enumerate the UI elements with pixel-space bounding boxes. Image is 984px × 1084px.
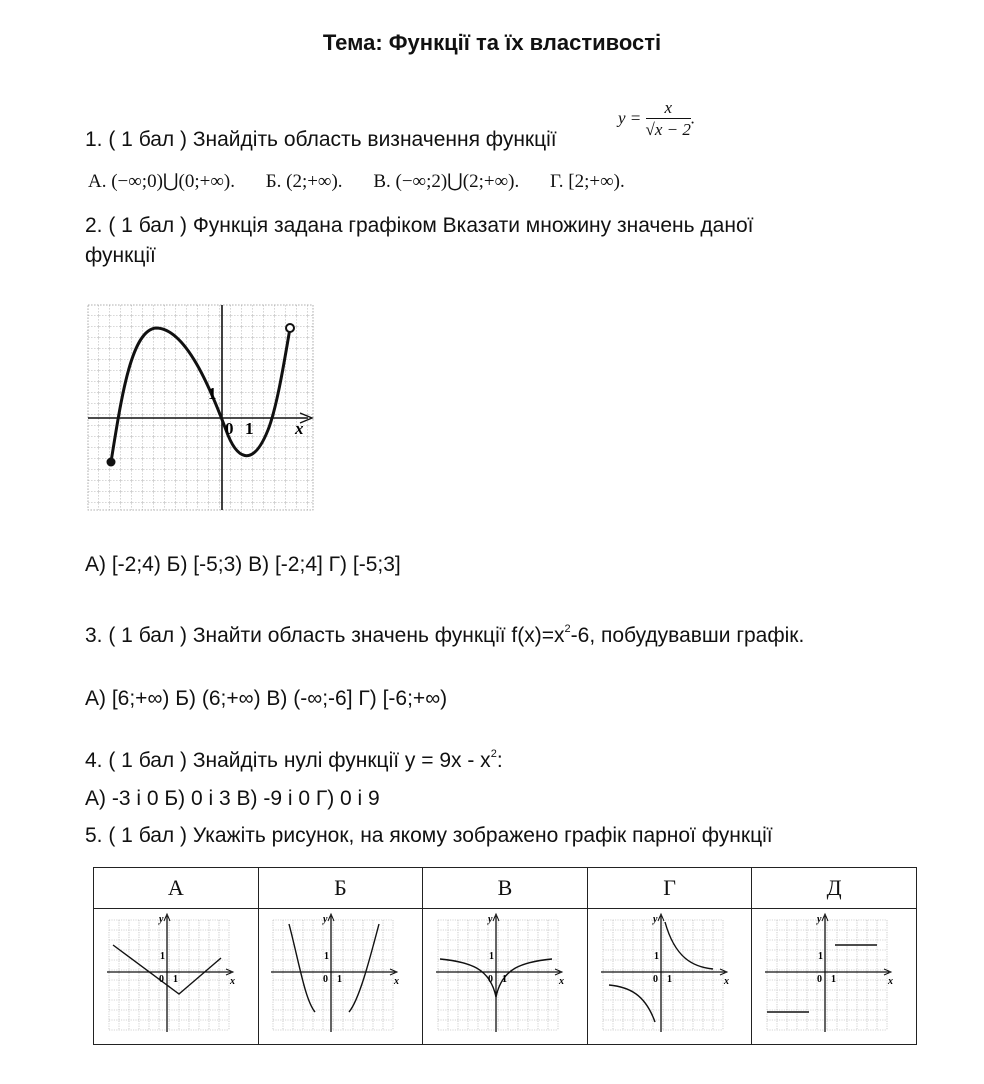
mini-label-one-y: 1 — [488, 950, 494, 962]
figure-b — [265, 912, 415, 1037]
label-one-y: 1 — [208, 384, 217, 403]
mini-label-zero: 0 — [158, 973, 164, 985]
question-3-exponent: 2 — [564, 623, 571, 635]
mini-curve — [665, 922, 713, 969]
question-5-text: 5. ( 1 бал ) Укажіть рисунок, на якому зображено графік парної функції — [85, 824, 773, 847]
question-2-line2: функції — [85, 244, 156, 267]
mini-label-one-x: 1 — [666, 973, 672, 985]
mini-grid — [109, 920, 229, 1030]
mini-label-y: y — [817, 913, 822, 925]
question-4-text — [85, 749, 503, 773]
mini-label-one-x: 1 — [831, 973, 837, 985]
question-2-answers: А) [-2;4) Б) [-5;3) В) [-2;4] Г) [-5;3] — [85, 553, 401, 576]
mini-label-y: y — [487, 913, 493, 925]
mini-grid — [603, 920, 723, 1030]
question-5-figure-table — [93, 867, 917, 1045]
mini-label-x: x — [394, 975, 400, 987]
question-3-text-a: 3. ( 1 бал ) Знайти область значень функції f(x)=x — [85, 624, 565, 647]
option-b: Б. (2;+∞). — [265, 171, 343, 192]
mini-label-one-y: 1 — [818, 950, 824, 962]
label-one-x: 1 — [245, 419, 254, 438]
mini-label-zero: 0 — [323, 973, 329, 985]
option-c: В. (−∞;2)⋃(2;+∞). — [373, 171, 520, 192]
question-3-answers: А) [6;+∞) Б) (6;+∞) В) (-∞;-6] Г) [-6;+∞) — [85, 687, 448, 710]
column-header-d: Д — [752, 868, 917, 909]
question-4-text-a: 4. ( 1 бал ) Знайдіть нулі функції y = 9x - x — [85, 749, 491, 772]
label-x: x — [295, 419, 304, 438]
question-4-text-b: : — [496, 749, 503, 772]
mini-label-x: x — [888, 975, 894, 987]
mini-label-y: y — [652, 913, 658, 925]
mini-label-zero: 0 — [487, 973, 493, 985]
mini-label-x: x — [558, 975, 564, 987]
figure-d-cell — [752, 909, 917, 1045]
mini-label-y: y — [158, 913, 164, 925]
mini-curve — [609, 985, 655, 1022]
mini-label-y: y — [323, 913, 328, 925]
option-a: А. (−∞;0)⋃(0;+∞). — [88, 171, 235, 192]
mini-label-x: x — [723, 975, 729, 987]
figure-a-cell — [94, 909, 259, 1045]
formula-numerator: x — [646, 98, 691, 119]
question-1-text: 1. ( 1 бал ) Знайдіть область визначення функції — [85, 128, 557, 151]
figure-a — [101, 912, 251, 1037]
formula-fraction — [646, 98, 691, 141]
figure-v-cell — [423, 909, 588, 1045]
closed-endpoint — [107, 458, 116, 467]
mini-label-x: x — [229, 975, 235, 987]
formula-denominator: √x − 2 — [645, 120, 691, 139]
figure-g — [595, 912, 745, 1037]
mini-label-one-y: 1 — [159, 950, 165, 962]
column-header-a: А — [94, 868, 259, 909]
mini-label-one-x: 1 — [337, 973, 343, 985]
mini-label-zero: 0 — [652, 973, 658, 985]
option-d: Г. [2;+∞). — [549, 171, 625, 192]
figure-g-cell — [587, 909, 752, 1045]
question-1-formula — [618, 98, 695, 141]
question-3-text-b: -6, побудувавши графік. — [570, 624, 805, 647]
mini-grid — [438, 920, 558, 1030]
mini-grid — [767, 920, 887, 1030]
column-header-b: Б — [258, 868, 423, 909]
figure-d — [759, 912, 909, 1037]
column-header-v: В — [423, 868, 588, 909]
mini-label-one-x: 1 — [172, 973, 178, 985]
mini-label-one-y: 1 — [653, 950, 659, 962]
mini-label-one-x: 1 — [501, 973, 507, 985]
question-4-exponent: 2 — [490, 748, 497, 760]
formula-end: . — [690, 108, 696, 128]
question-3-text — [85, 624, 804, 648]
mini-curve — [349, 924, 379, 1012]
column-header-g: Г — [587, 868, 752, 909]
question-2-graph — [86, 300, 316, 512]
question-4-answers: А) -3 і 0 Б) 0 і 3 В) -9 і 0 Г) 0 і 9 — [85, 787, 380, 810]
open-endpoint — [286, 324, 294, 332]
question-1-options — [88, 170, 651, 193]
label-zero: 0 — [225, 419, 234, 438]
question-2-line1: 2. ( 1 бал ) Функція задана графіком Вказати множину значень даної — [85, 214, 754, 237]
mini-label-zero: 0 — [817, 973, 823, 985]
formula-lhs: y = — [618, 108, 642, 128]
page-title: Тема: Функції та їх властивості — [322, 30, 662, 55]
figure-b-cell — [258, 909, 423, 1045]
figure-v — [430, 912, 580, 1037]
mini-label-one-y: 1 — [324, 950, 330, 962]
